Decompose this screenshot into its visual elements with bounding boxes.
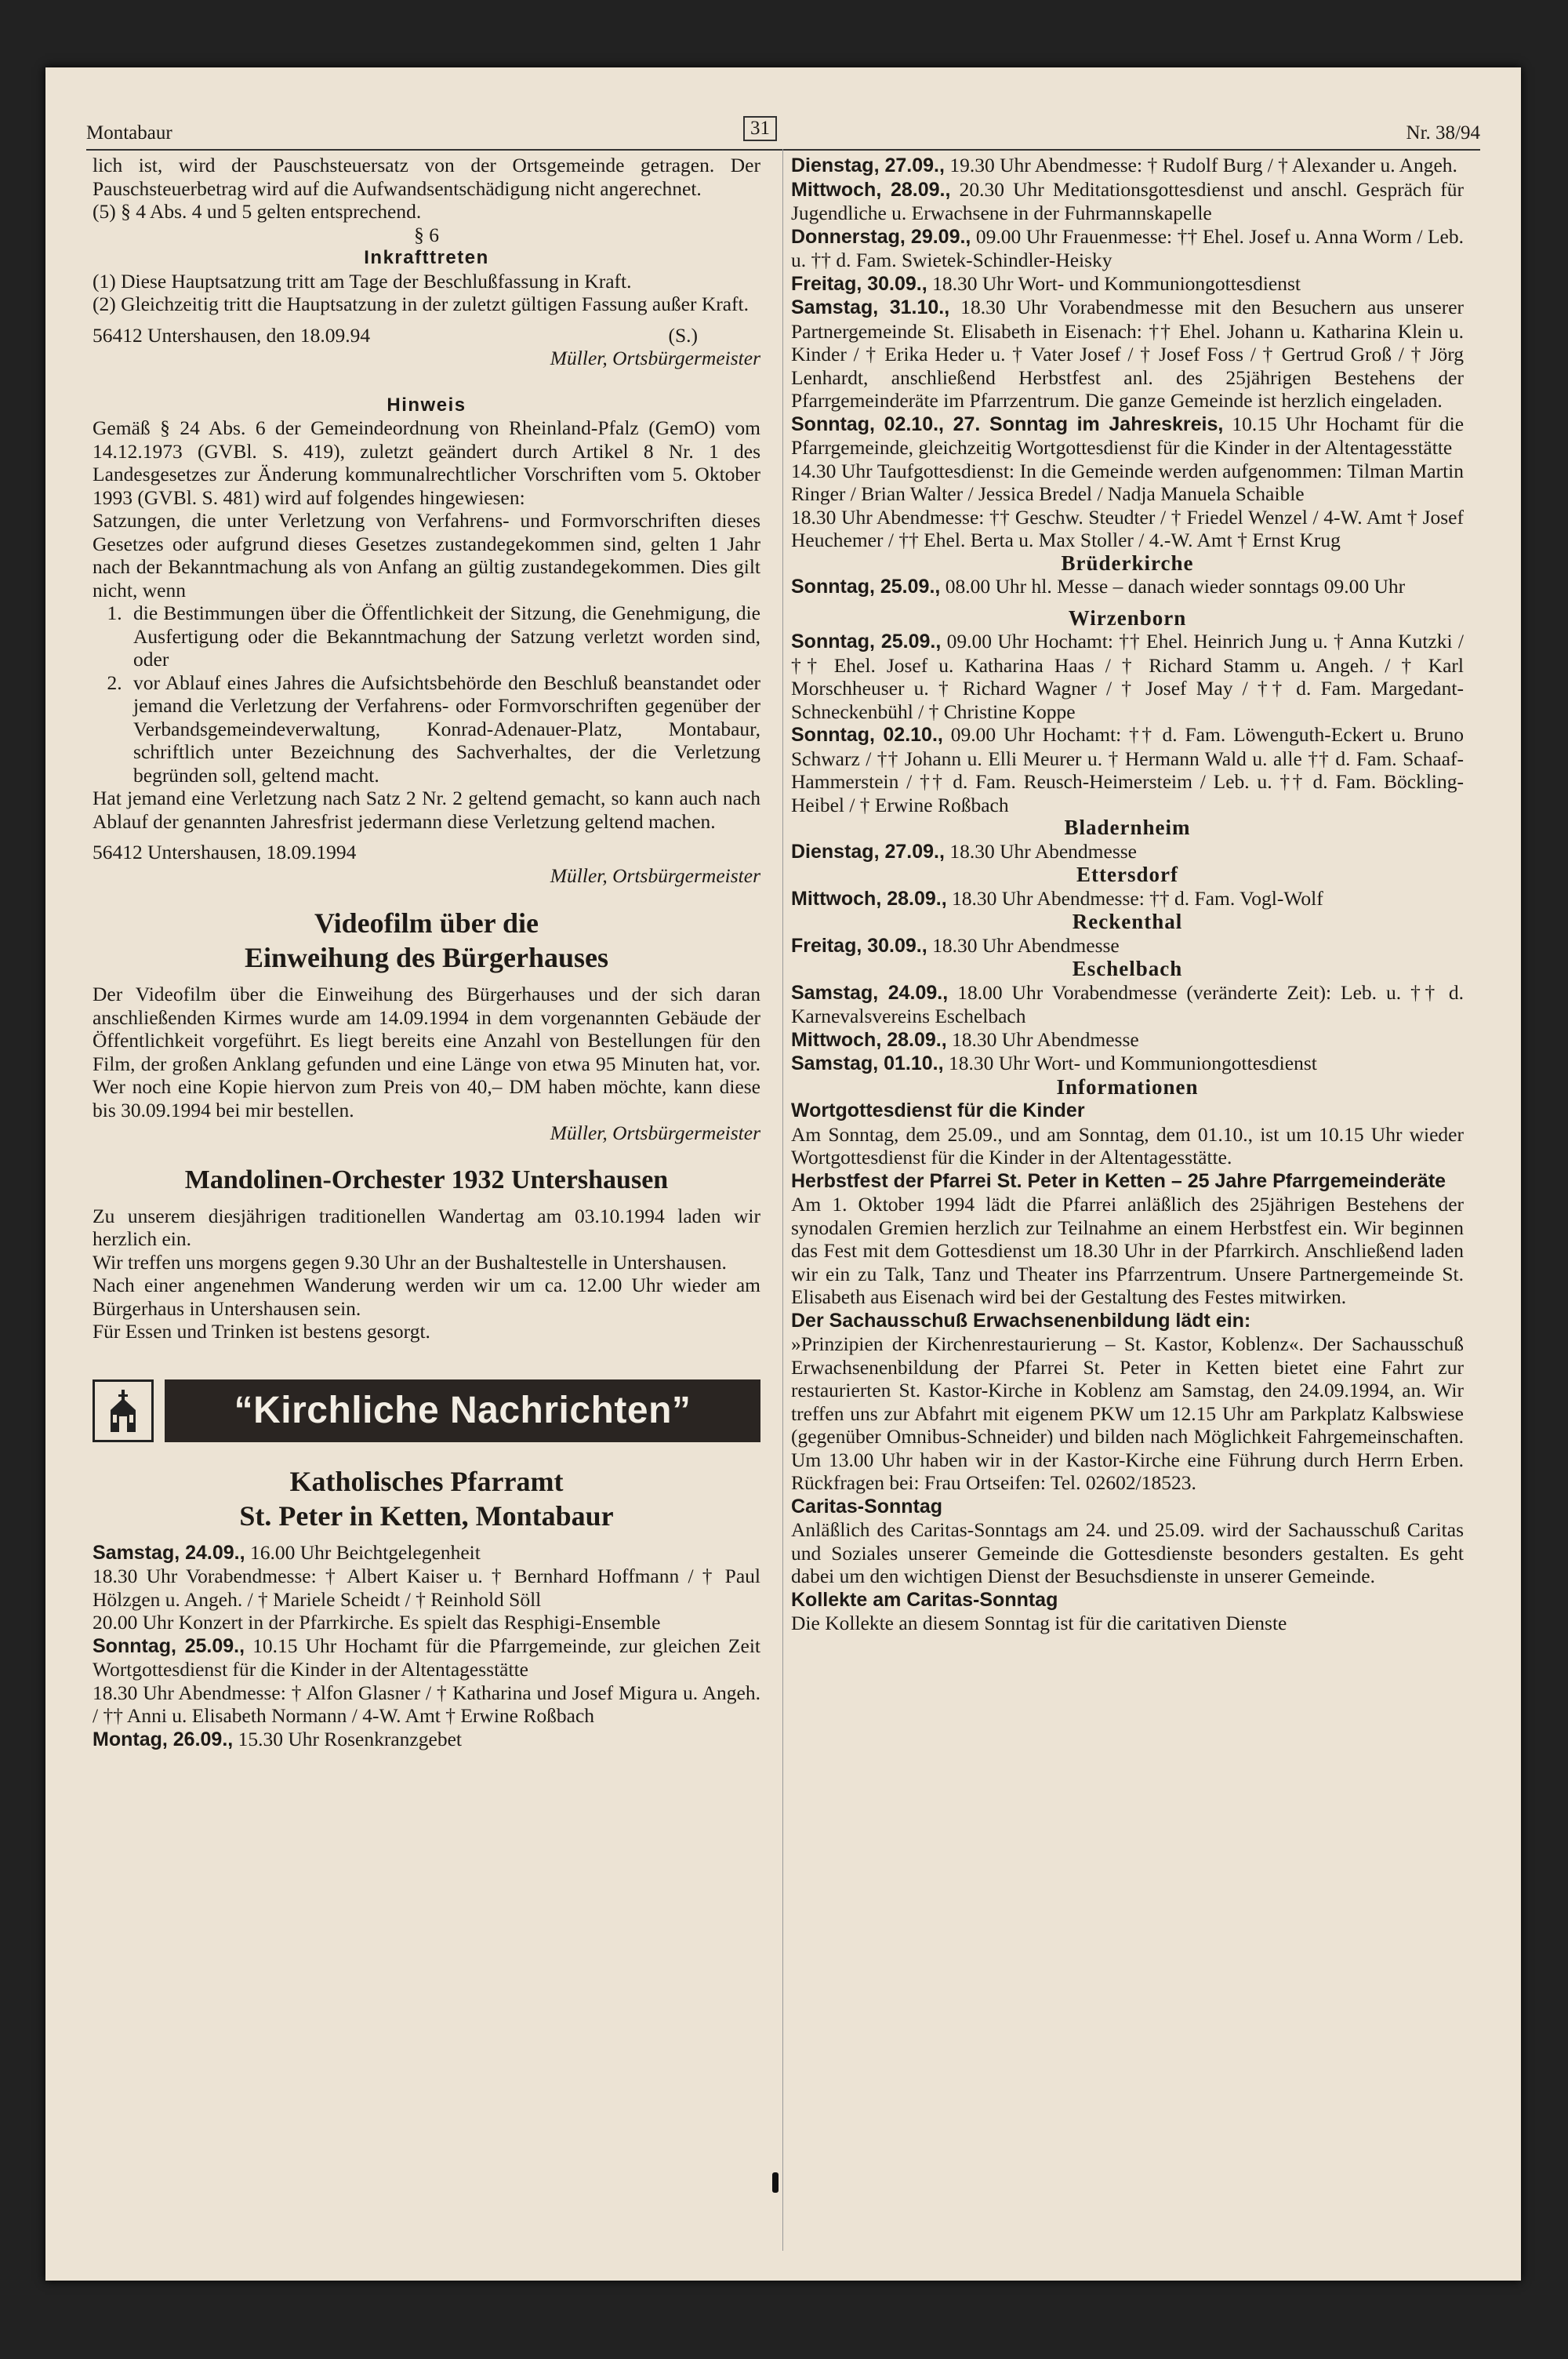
entry-date: Mittwoch, 28.09., xyxy=(791,178,951,201)
info-title-text: Herbstfest der Pfarrei St. Peter in Ketten – 25 Jahre Pfarrgemeinderäte xyxy=(791,1169,1446,1192)
entry-date: Mittwoch, 28.09., xyxy=(791,887,947,910)
hinweis-title: Hinweis xyxy=(387,394,466,416)
service-entry xyxy=(791,225,1464,272)
list-item: 1. die Bestimmungen über die Öffentlichkeit der Sitzung, die Genehmigung, die Ausfertigung oder die Bekanntmachung der Satzung verletzt worden sind, oder xyxy=(127,602,760,671)
location-heading: Eschelbach xyxy=(1072,957,1183,980)
location-heading: Bladernheim xyxy=(1064,816,1191,839)
newspaper-page xyxy=(45,67,1521,2281)
church-icon xyxy=(93,1379,154,1442)
header-rule xyxy=(86,149,1480,151)
entry-date: Samstag, 31.10., xyxy=(791,296,950,318)
headline-line: St. Peter in Ketten, Montabaur xyxy=(239,1499,614,1532)
entry-date: Sonntag, 02.10., 27. Sonntag im Jahreskreis, xyxy=(791,413,1224,435)
info-text: Die Kollekte an diesem Sonntag ist für die caritativen Dienste xyxy=(791,1612,1287,1634)
entry-date: Sonntag, 02.10., xyxy=(791,724,943,746)
entry-text: 18.30 Uhr Vorabendmesse mit den Besuchern aus unserer Partnergemeinde St. Elisabeth in Eisenach: †† Ehel. Johann u. Katharina Klein u. Kinder / † Erika Heder u. † Vater Josef / † Josef Foss / † Gertrud Groß / † Jörg Lenhardt, anschließend Herbstfest anl. des 25jährigen Bestehens der Pfarrgemeinderäte im Pfarrzentrum. Die ganze Gemeinde ist herzlich eingeladen. xyxy=(791,296,1464,412)
signature: Müller, Ortsbürgermeister xyxy=(550,863,760,887)
location-heading: Wirzenborn xyxy=(1068,605,1187,630)
info-title xyxy=(791,1169,1464,1194)
paragraph: Nach einer angenehmen Wanderung werden wir um ca. 12.00 Uhr wieder am Bürgerhaus in Untershausen sein. xyxy=(93,1274,760,1320)
paragraph: (2) Gleichzeitig tritt die Hauptsatzung in der zuletzt gültigen Fassung außer Kraft. xyxy=(93,293,749,315)
headline-line: Einweihung des Bürgerhauses xyxy=(244,942,609,973)
entry-date: Donnerstag, 29.09., xyxy=(791,225,971,248)
seal-mark: (S.) xyxy=(668,323,698,347)
entry-date: Samstag, 24.09., xyxy=(791,981,949,1004)
paragraph: lich ist, wird der Pauschsteuersatz von der Ortsgemeinde getragen. Der Pauschsteuerbetrag wird auf die Aufwandsentschädigung nicht angerechnet. xyxy=(93,154,760,200)
signature: Müller, Ortsbürgermeister xyxy=(550,347,760,369)
entry-text: 18.00 Uhr Vorabendmesse (veränderte Zeit): Leb. u. †† d. Karnevalsvereins Eschelbach xyxy=(791,980,1465,1027)
video-headline xyxy=(93,906,760,975)
paragraph: Wir treffen uns morgens gegen 9.30 Uhr an der Bushaltestelle in Untershausen. xyxy=(93,1250,727,1274)
pin-mark xyxy=(772,2172,779,2193)
service-entry: 14.30 Uhr Taufgottesdienst: In die Gemeinde werden aufgenommen: Tilman Martin Ringer / Brian Walter / Jessica Bredel / Nadja Manuela Schaible xyxy=(791,459,1464,505)
page-number: 31 xyxy=(743,116,777,141)
entry-text: 20.30 Uhr Meditationsgottesdienst und anschl. Gespräch für Jugendliche u. Erwachsene in der Fuhrmannskapelle xyxy=(791,177,1464,224)
info-title-text: Caritas-Sonntag xyxy=(791,1495,943,1518)
entry-text: 18.30 Uhr Abendmesse xyxy=(952,1027,1139,1051)
info-title-text: Kollekte am Caritas-Sonntag xyxy=(791,1588,1058,1611)
entry-text: 15.30 Uhr Rosenkranzgebet xyxy=(238,1727,462,1750)
headline-line: Videofilm über die xyxy=(314,907,539,939)
entry-text: 18.30 Uhr Abendmesse: †† d. Fam. Vogl-Wolf xyxy=(952,886,1323,910)
service-entry xyxy=(791,178,1464,225)
service-entry xyxy=(791,934,1464,958)
paragraph: Der Videofilm über die Einweihung des Bürgerhauses und der sich daran anschließenden Kirmes wurde am 14.09.1994 in dem vorgenannten Gebäude der Öffentlichkeit vorgeführt. Es liegt bereits eine Anzahl von Bestellungen für den Film, der großen Anklang gefunden und eine Länge von etwa 95 Minuten hat, vor. Wer noch eine Kopie hiervon zum Preis von 40,– DM haben möchte, kann diese bis 30.09.1994 bei mir bestellen. xyxy=(93,983,760,1121)
entry-date: Dienstag, 27.09., xyxy=(791,154,945,176)
service-entry: 18.30 Uhr Abendmesse: †† Geschw. Steudter / † Friedel Wenzel / 4-W. Amt † Josef Heuchemer / †† Ehel. Berta u. Max Stoller / 4.-W. Amt † Ernst Krug xyxy=(791,505,1464,551)
place-date: 56412 Untershausen, 18.09.1994 xyxy=(93,841,357,863)
entry-date: Dienstag, 27.09., xyxy=(791,840,945,863)
info-text: Am Sonntag, dem 25.09., und am Sonntag, dem 01.10., ist um 10.15 Uhr wieder Wortgottesdienst für die Kinder in der Altentagesstätte. xyxy=(791,1122,1464,1169)
paragraph: (1) Diese Hauptsatzung tritt am Tage der Beschlußfassung in Kraft. xyxy=(93,269,632,293)
service-entry xyxy=(93,1541,760,1565)
location-heading: Brüderkirche xyxy=(1061,551,1194,575)
paragraph: (5) § 4 Abs. 4 und 5 gelten entsprechend. xyxy=(93,200,422,223)
entry-text: 18.30 Uhr Abendmesse xyxy=(949,839,1137,863)
mandolin-headline: Mandolinen-Orchester 1932 Untershausen xyxy=(184,1165,669,1194)
service-entry xyxy=(791,272,1464,296)
left-column xyxy=(93,154,760,1751)
entry-text: 16.00 Uhr Beichtgelegenheit xyxy=(249,1540,481,1564)
entry-text: 18.30 Uhr Wort- und Kommuniongottesdienst xyxy=(932,271,1301,295)
column-separator xyxy=(782,149,783,2251)
header-town: Montabaur xyxy=(86,122,172,144)
entry-text: 18.30 Uhr Abendmesse xyxy=(932,933,1120,957)
service-entry xyxy=(791,981,1464,1028)
banner-title: “Kirchliche Nachrichten” xyxy=(165,1379,760,1442)
entry-date: Freitag, 30.09., xyxy=(791,934,927,957)
service-entry xyxy=(791,887,1464,911)
location-heading: Informationen xyxy=(1056,1074,1199,1099)
service-entry xyxy=(791,1052,1464,1076)
entry-text: 19.30 Uhr Abendmesse: † Rudolf Burg / † Alexander u. Angeh. xyxy=(949,154,1457,176)
service-entry: 20.00 Uhr Konzert in der Pfarrkirche. Es spielt das Resphigi-Ensemble xyxy=(93,1611,661,1634)
entry-text: 10.15 Uhr Hochamt für die Pfarrgemeinde, zur gleichen Zeit Wortgottesdienst für die Kinder in der Altentagesstätte xyxy=(93,1634,760,1681)
entry-text: 18.30 Uhr Wort- und Kommuniongottesdienst xyxy=(948,1052,1317,1074)
service-entry xyxy=(791,630,1464,723)
location-heading: Ettersdorf xyxy=(1076,863,1178,886)
entry-text: 09.00 Uhr Frauenmesse: †† Ehel. Josef u. Anna Worm / Leb. u. †† d. Fam. Swietek-Schindler-Heisky xyxy=(791,224,1464,271)
entry-text: 10.15 Uhr Hochamt für die Pfarrgemeinde, gleichzeitig Wortgottesdienst für die Kinder in der Altentagesstätte xyxy=(791,412,1465,459)
issue-number: Nr. 38/94 xyxy=(1406,122,1480,144)
section-number: § 6 xyxy=(414,223,439,246)
service-entry xyxy=(791,154,1464,178)
info-title xyxy=(791,1588,1464,1612)
entry-date: Samstag, 24.09., xyxy=(93,1541,245,1564)
paragraph: Satzungen, die unter Verletzung von Verfahrens- und Formvorschriften dieses Gesetzes oder aufgrund dieses Gesetzes zustandegekommen sind, gelten 1 Jahr nach der Bekanntmachung als von Anfang an gültig zustandegekommen. Dies gilt nicht, wenn xyxy=(93,509,760,602)
service-entry: 18.30 Uhr Vorabendmesse: † Albert Kaiser u. † Bernhard Hoffmann / † Paul Hölzgen u. Angeh. / † Mariele Scheidt / † Reinhold Söll xyxy=(93,1565,760,1611)
info-title xyxy=(791,1309,1464,1333)
info-text: »Prinzipien der Kirchenrestaurierung – St. Kastor, Koblenz«. Der Sachausschuß Erwachsenenbildung der Pfarrei St. Peter in Ketten bietet eine Fahrt zur restaurierten St. Kastor-Kirche in Koblenz am Samstag, den 24.09.1994, an. Wir treffen uns zur Abfahrt mit eigenem PKW um 12.15 Uhr am Parkplatz Kalbswiese (gegenüber Omnibus-Schneider) und bilden nach Möglichkeit Fahrgemeinschaften. Um 13.00 Uhr haben wir in der Kastor-Kirche eine Führung durch Herrn Erben. Rückfragen bei: Frau Ortseifen: Tel. 02602/18523. xyxy=(791,1332,1464,1494)
entry-date: Sonntag, 25.09., xyxy=(791,631,942,652)
signature: Müller, Ortsbürgermeister xyxy=(550,1121,760,1144)
entry-date: Mittwoch, 28.09., xyxy=(791,1028,947,1051)
entry-text: 08.00 Uhr hl. Messe – danach wieder sonntags 09.00 Uhr xyxy=(945,575,1406,598)
service-entry xyxy=(791,296,1464,413)
service-entry xyxy=(791,413,1464,460)
entry-text: 09.00 Uhr Hochamt: †† Ehel. Heinrich Jung u. † Anna Kutzki / †† Ehel. Josef u. Katharina Haas / † Richard Stamm u. Angeh. / † Karl Morschheuser u. † Richard Wagner / † Josef May / †† d. Fam. Margedant-Schneckenbühl / † Christine Koppe xyxy=(791,630,1464,723)
church-news-banner xyxy=(93,1378,760,1444)
hinweis-list xyxy=(93,602,760,787)
entry-date: Montag, 26.09., xyxy=(93,1728,234,1750)
service-entry xyxy=(791,575,1464,599)
service-entry xyxy=(93,1634,760,1681)
place-date-text: 56412 Untershausen, den 18.09.94 xyxy=(93,323,371,347)
info-title-text: Der Sachausschuß Erwachsenenbildung lädt ein: xyxy=(791,1309,1251,1332)
list-item: 2. vor Ablauf eines Jahres die Aufsichtsbehörde den Beschluß beanstandet oder jemand die Verletzung der Verfahrens- oder Formvorschriften gegenüber der Verbandsgemeindeverwaltung, Konrad-Adenauer-Platz, Montabaur, schriftlich unter Bezeichnung des Sachverhaltes, der die Verletzung begründen soll, geltend macht. xyxy=(127,671,760,787)
paragraph: Hat jemand eine Verletzung nach Satz 2 Nr. 2 geltend gemacht, so kann auch nach Ablauf der genannten Jahresfrist jedermann diese Verletzung geltend machen. xyxy=(93,787,760,833)
entry-date: Sonntag, 25.09., xyxy=(93,1634,245,1657)
section-title: Inkrafttreten xyxy=(364,247,489,268)
entry-text: 09.00 Uhr Hochamt: †† d. Fam. Löwenguth-Eckert u. Bruno Schwarz / †† Johann u. Elli Meurer u. † Hermann Wald u. alle †† d. Fam. Schaaf-Hammerstein / †† d. Fam. Reusch-Heimersteim / Leb. u. †† d. Fam. Böckling-Heibel / † Erwine Roßbach xyxy=(791,723,1464,816)
right-column xyxy=(791,154,1464,1635)
info-title xyxy=(791,1495,1464,1519)
info-text: Am 1. Oktober 1994 lädt die Pfarrei anläßlich des 25jährigen Bestehens der synodalen Gremien herzlich zur Teilnahme an einem Herbstfest ein. Wir beginnen das Fest mit dem Gottesdienst um 18.30 Uhr in der Pfarrkirch. Anschließend laden wir ein zu Talk, Tanz und Theater ins Pfarrzentrum. Unsere Partnergemeinde St. Elisabeth aus Eisenach wird bei der Gestaltung des Festes mitwirken. xyxy=(791,1193,1464,1308)
service-entry xyxy=(791,723,1464,816)
entry-date: Sonntag, 25.09., xyxy=(791,576,941,598)
service-entry xyxy=(791,840,1464,864)
info-title-text: Wortgottesdienst für die Kinder xyxy=(791,1100,1085,1121)
paragraph: Zu unserem diesjährigen traditionellen Wandertag am 03.10.1994 laden wir herzlich ein. xyxy=(93,1204,760,1250)
service-entry xyxy=(791,1028,1464,1052)
paragraph: Für Essen und Trinken ist bestens gesorgt. xyxy=(93,1320,430,1343)
info-text: Anläßlich des Caritas-Sonntags am 24. und 25.09. wird der Sachausschuß Caritas und Soziales unserer Gemeinde die Gottesdienste besonders gestalten. Es geht dabei um den wichtigen Dienst der Besuchsdienste in unserer Gemeinde. xyxy=(791,1518,1464,1587)
place-date xyxy=(93,324,760,347)
entry-date: Samstag, 01.10., xyxy=(791,1052,944,1074)
location-heading: Reckenthal xyxy=(1072,910,1183,933)
info-title xyxy=(791,1099,1464,1123)
parish-headline xyxy=(93,1464,760,1533)
service-entry: 18.30 Uhr Abendmesse: † Alfon Glasner / † Katharina und Josef Migura u. Angeh. / †† Anni u. Elisabeth Normann / 4-W. Amt † Erwine Roßbach xyxy=(93,1681,760,1727)
paragraph: Gemäß § 24 Abs. 6 der Gemeindeordnung von Rheinland-Pfalz (GemO) vom 14.12.1973 (GVBl. S. 419), zuletzt geändert durch Artikel 8 Nr. 1 des Landesgesetzes zur Änderung kommunalrechtlicher Vorschriften vom 5. Oktober 1993 (GVBl. S. 481) wird auf folgendes hingewiesen: xyxy=(93,416,760,509)
service-entry xyxy=(93,1728,760,1752)
entry-date: Freitag, 30.09., xyxy=(791,272,927,295)
headline-line: Katholisches Pfarramt xyxy=(289,1465,564,1497)
